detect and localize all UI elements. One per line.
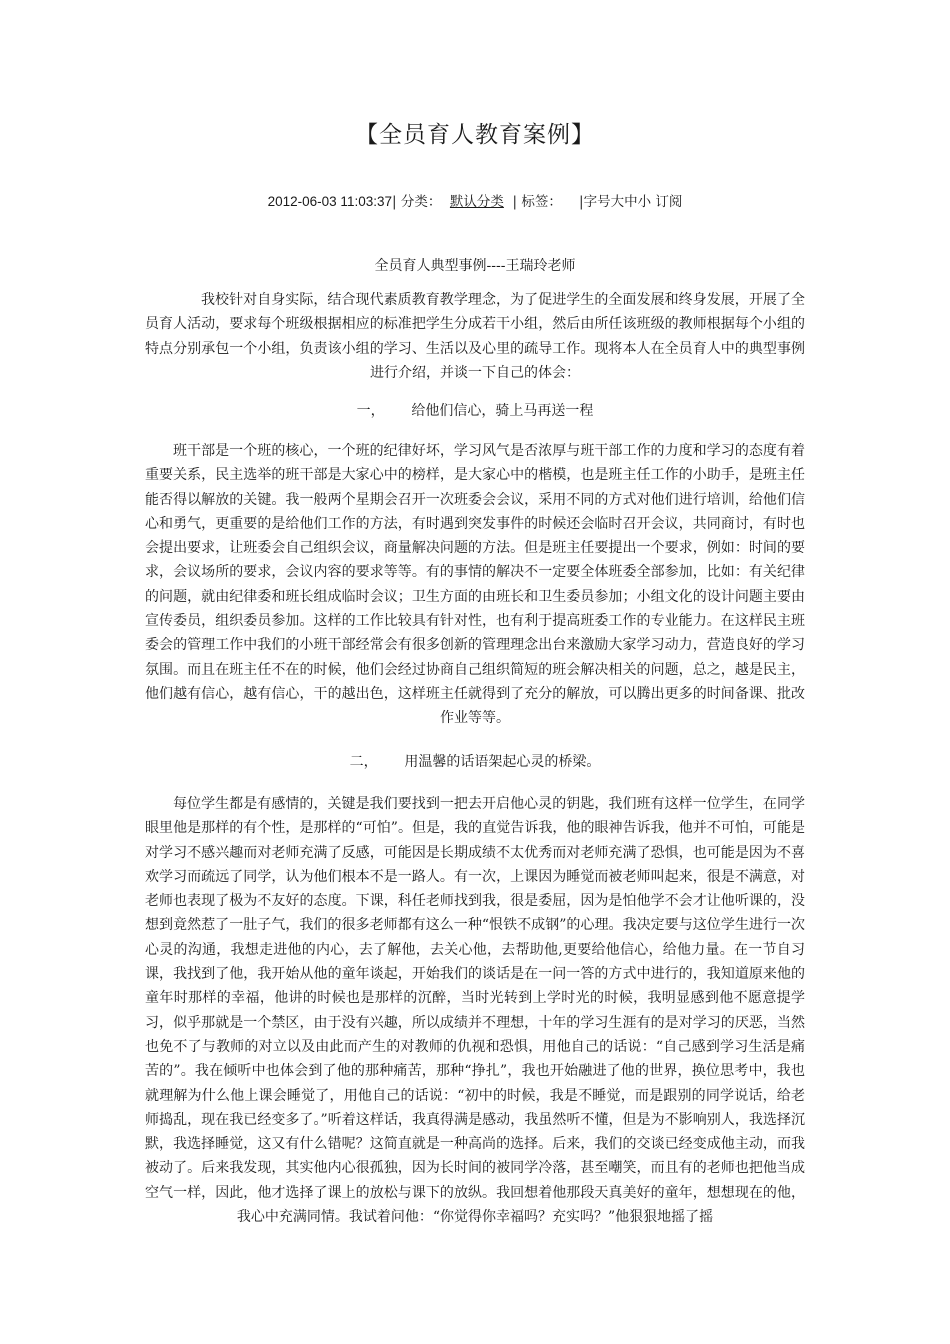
intro-paragraph: 我校针对自身实际，结合现代素质教育教学理念，为了促进学生的全面发展和终身发展，开展了全员育人活动，要求每个班级根据相应的标准把学生分成若干小组，然后由所任该班级的教师根据每个小组的特点分别承包一个小组，负责该小组的学习、生活以及心里的疏导工作。现将本人在全员育人中的典型事例进行介绍，并谈一下自己的体会： [145, 292, 805, 381]
post-datetime: 2012-06-03 11:03:37 [267, 194, 392, 209]
section-1-paragraph: 班干部是一个班的核心，一个班的纪律好坏，学习风气是否浓厚与班干部工作的力度和学习的态度有着重要关系，民主选举的班干部是大家心中的榜样，是大家心中的楷模，也是班主任工作的小助手，是班主任能否得以解放的关键。我一般两个星期会召开一次班委会会议，采用不同的方式对他们进行培训，给他们信心和勇气，更重要的是给他们工作的方法，有时遇到突发事件的时候还会临时召开会议，共同商讨，有时也会提出要求，让班委会自己组织会议，商量解决问题的方法。但是班主任要提出一个要求，例如：时间的要求，会议场所的要求，会议内容的要求等等。有的事情的解决不一定要全体班委全部参加，比如：有关纪律的问题，就由纪律委和班长组成临时会议；卫生方面的由班长和卫生委员参加；小组文化的设计问题主要由宣传委员，组织委员参加。这样的工作比较具有针对性，也有利于提高班委工作的专业能力。在这样民主班委会的管理工作中我们的小班干部经常会有很多创新的管理理念出台来激励大家学习动力，营造良好的学习氛围。而且在班主任不在的时候，他们会经过协商自己组织简短的班会解决相关的问题，总之，越是民主，他们越有信心，越有信心，干的越出色，这样班主任就得到了充分的解放，可以腾出更多的时间备课、批改作业等等。 [145, 443, 805, 727]
tags-label: | 标签： [512, 194, 562, 210]
section-2-paragraph: 每位学生都是有感情的，关键是我们要找到一把去开启他心灵的钥匙，我们班有这样一位学生，在同学眼里他是那样的有个性，是那样的“可怕”。但是，我的直觉告诉我，他的眼神告诉我，他并不可怕，可能是对学习不感兴趣而对老师充满了反感，可能因是长期成绩不太优秀而对老师充满了恐惧，也可能是因为不喜欢学习而疏远了同学，认为他们根本不是一路人。有一次，上课因为睡觉而被老师叫起来，很是不满意，对老师也表现了极为不友好的态度。下课，科任老师找到我，很是委屈，因为是怕他学不会才让他听课的，没想到竟然惹了一肚子气，我们的很多老师都有这么一种“恨铁不成钢”的心理。我决定要与这位学生进行一次心灵的沟通，我想走进他的内心，去了解他，去关心他，去帮助他,更要给他信心，给他力量。在一节自习课，我找到了他，我开始从他的童年谈起，开始我们的谈话是在一问一答的方式中进行的，我知道原来他的童年时那样的幸福，他讲的时候也是那样的沉醉，当时光转到上学时光的时候，我明显感到他不愿意提学习，似乎那就是一个禁区，由于没有兴趣，所以成绩并不理想，十年的学习生涯有的是对学习的厌恶，当然也免不了与教师的对立以及由此而产生的对教师的仇视和恐惧，用他自己的话说：“自己感到学习生活是痛苦的”。我在倾听中也体会到了他的那种痛苦，那种“挣扎”，我也开始融进了他的世界，换位思考中，我也就理解为什么他上课会睡觉了，用他自己的话说：“初中的时候，我是不睡觉，而是跟别的同学说话，给老师捣乱，现在我已经变多了。”听着这样话，我真得满是感动，我虽然听不懂，但是为不影响别人，我选择沉默，我选择睡觉，这又有什么错呢？这简直就是一种高尚的选择。后来，我们的交谈已经变成他主动，而我被动了。后来我发现，其实他内心很孤独，因为长时间的被同学冷落，甚至嘲笑，而且有的老师也把他当成空气一样，因此，他才选择了课上的放松与课下的放纵。我回想着他那段天真美好的童年，想想现在的他，我心中充满同情。我试着问他：“你觉得你幸福吗？充实吗？”他狠狠地摇了摇 [145, 796, 805, 1226]
section-1-heading: 一， 给他们信心，骑上马再送一程 [356, 403, 594, 419]
category-label: | 分类： [391, 194, 442, 210]
article-subtitle: 全员育人典型事例----王瑞玲老师 [374, 258, 576, 274]
category-link[interactable]: 默认分类 [449, 194, 504, 210]
document-title: 【全员育人教育案例】 [355, 122, 595, 148]
post-meta [0, 191, 950, 213]
font-size-subscribe-links[interactable]: |字号大中小 订阅 [579, 194, 683, 210]
section-2-heading: 二， 用温馨的话语架起心灵的桥梁。 [349, 754, 601, 770]
